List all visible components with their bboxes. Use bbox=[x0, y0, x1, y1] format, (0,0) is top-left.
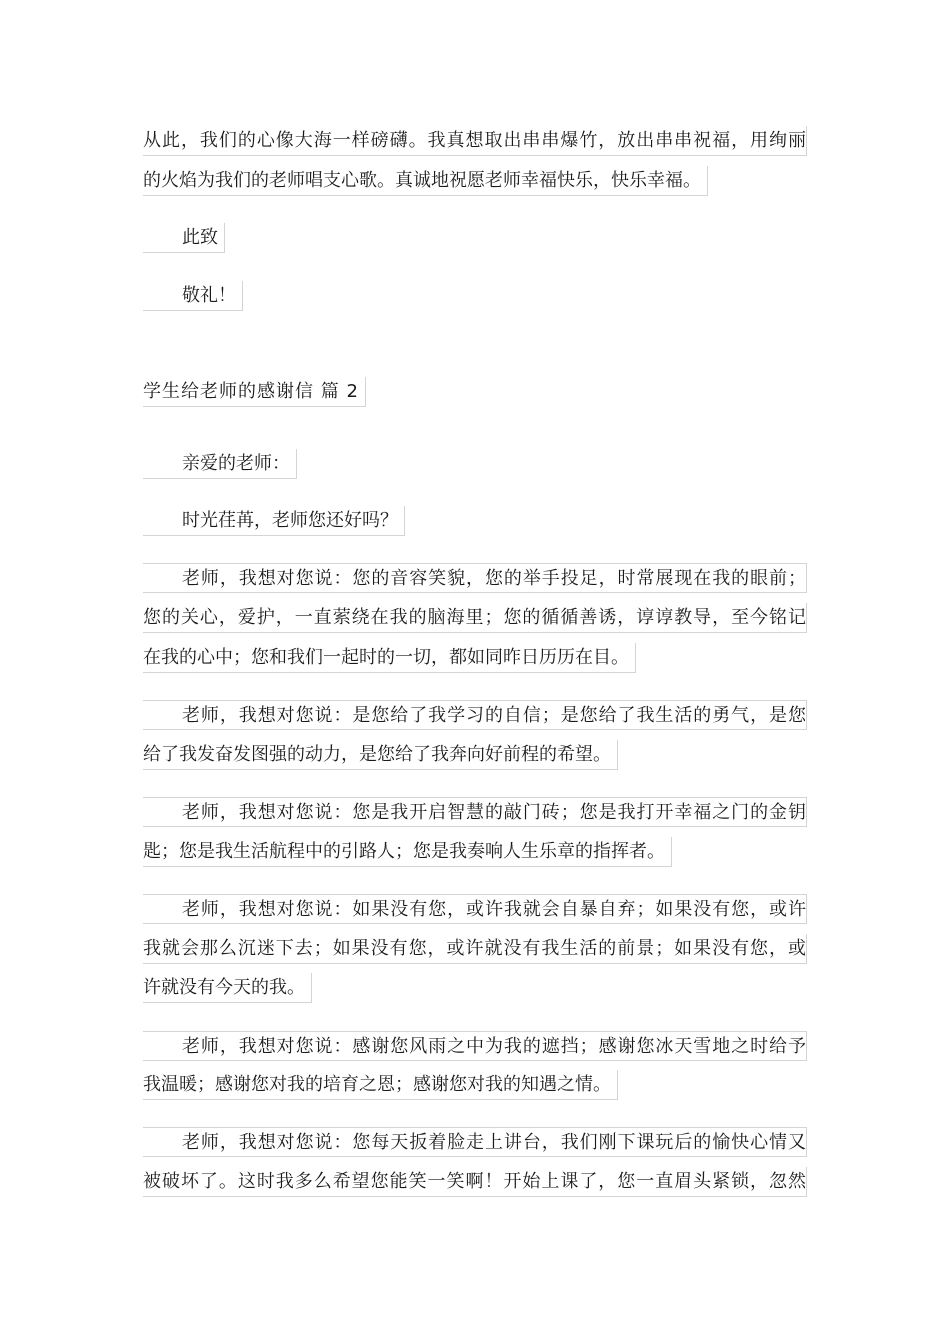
text-line: 从此，我们的心像大海一样磅礴。我真想取出串串爆竹，放出串串祝福，用绚丽 bbox=[143, 126, 807, 156]
paragraph-line: 老师，我想对您说：您是我开启智慧的敲门砖；您是我打开幸福之门的金钥 bbox=[143, 797, 807, 827]
paragraph-line: 我就会那么沉迷下去；如果没有您，或许就没有我生活的前景；如果没有您，或 bbox=[143, 934, 807, 964]
paragraph-line: 时光荏苒，老师您还好吗？ bbox=[143, 506, 405, 536]
salutation: 亲爱的老师： bbox=[143, 449, 297, 479]
paragraph-line: 我温暖；感谢您对我的培育之恩；感谢您对我的知遇之情。 bbox=[143, 1070, 618, 1100]
paragraph-line: 给了我发奋发图强的动力，是您给了我奔向好前程的希望。 bbox=[143, 740, 618, 770]
paragraph-line: 老师，我想对您说：您的音容笑貌，您的举手投足，时常展现在我的眼前； bbox=[143, 563, 807, 593]
paragraph-line: 在我的心中；您和我们一起时的一切，都如同昨日历历在目。 bbox=[143, 643, 636, 673]
paragraph-line: 许就没有今天的我。 bbox=[143, 973, 312, 1003]
paragraph-line: 老师，我想对您说：是您给了我学习的自信；是您给了我生活的勇气，是您 bbox=[143, 700, 807, 730]
paragraph-line: 您的关心，爱护，一直萦绕在我的脑海里；您的循循善诱，谆谆教导，至今铭记 bbox=[143, 603, 807, 633]
text-line: 的火焰为我们的老师唱支心歌。真诚地祝愿老师幸福快乐，快乐幸福。 bbox=[143, 166, 708, 196]
paragraph-line: 匙；您是我生活航程中的引路人；您是我奏响人生乐章的指挥者。 bbox=[143, 837, 672, 867]
paragraph-line: 被破坏了。这时我多么希望您能笑一笑啊！开始上课了，您一直眉头紧锁，忽然 bbox=[143, 1167, 807, 1197]
section-title: 学生给老师的感谢信 篇 2 bbox=[143, 377, 366, 407]
closing-jingli: 敬礼！ bbox=[143, 281, 243, 311]
paragraph-line: 老师，我想对您说：您每天扳着脸走上讲台，我们刚下课玩后的愉快心情又 bbox=[143, 1127, 807, 1157]
closing-cizhi: 此致 bbox=[143, 223, 225, 253]
paragraph-line: 老师，我想对您说：感谢您风雨之中为我的遮挡；感谢您冰天雪地之时给予 bbox=[143, 1031, 807, 1061]
paragraph-line: 老师，我想对您说：如果没有您，或许我就会自暴自弃；如果没有您，或许 bbox=[143, 894, 807, 924]
